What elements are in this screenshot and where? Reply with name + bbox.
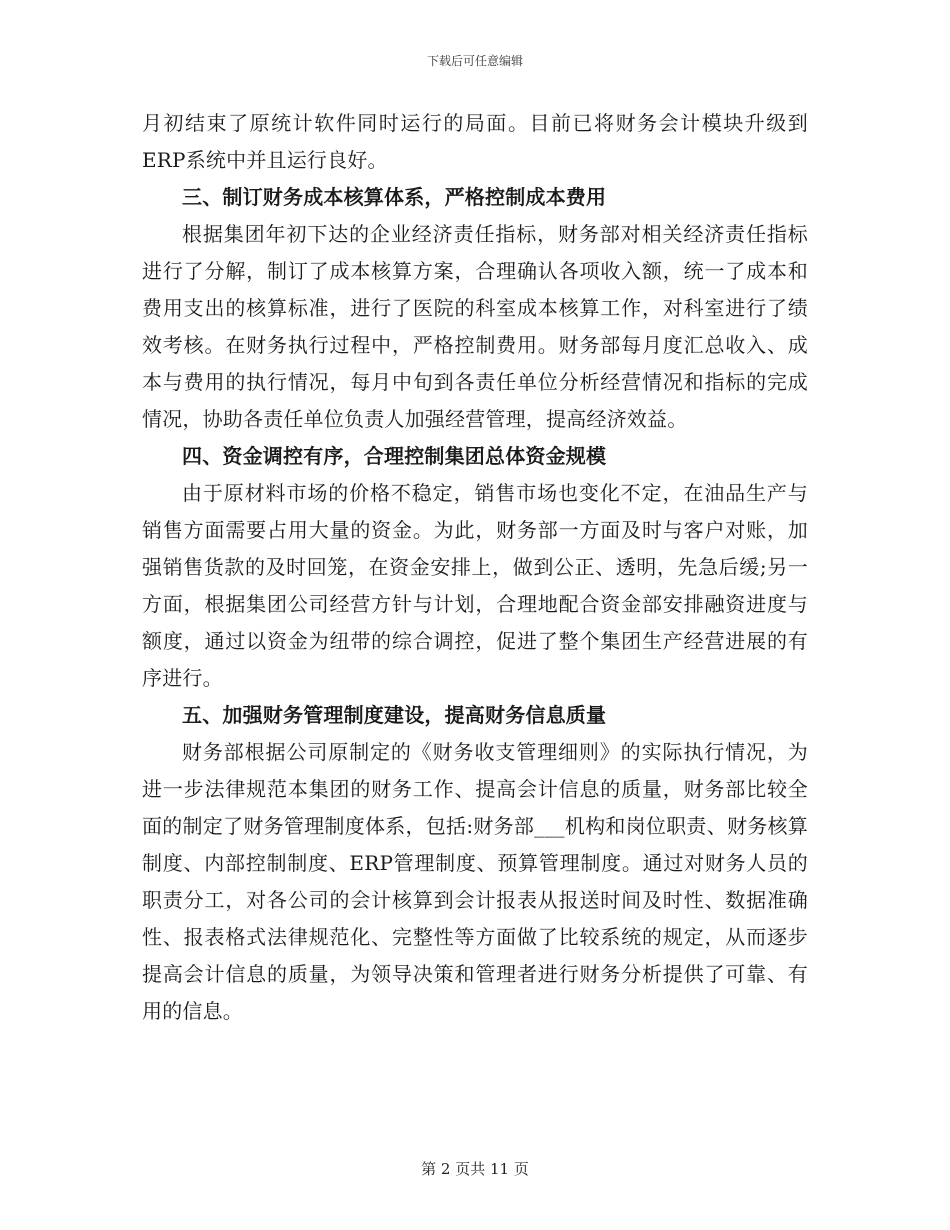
page-header: 下载后可任意编辑 xyxy=(426,54,523,68)
page-number: 第 2 页共 11 页 xyxy=(421,1160,529,1178)
paragraph-section-5: 财务部根据公司原制定的《财务收支管理细则》的实际执行情况，为进一步法律规范本集团的财务工作、提高会计信息的质量，财务部比较全面的制定了财务管理制度体系，包括:财务部___机构和岗位职责、财务核算制度、内部控制制度、ERP管理制度、预算管理制度。通过对财务人员的职责分工，对各公司的会计核算到会计报表从报送时间及时性、数据准确性、报表格式法律规范化、完整性等方面做了比较系统的规定，从而逐步提高会计信息的质量，为领导决策和管理者进行财务分析提供了可靠、有用的信息。 xyxy=(142,740,808,1023)
section-heading-3: 三、制订财务成本核算体系，严格控制成本费用 xyxy=(182,185,607,209)
paragraph-continued: 月初结束了原统计软件同时运行的局面。目前已将财务会计模块升级到ERP系统中并且运行良好。 xyxy=(142,111,808,172)
section-heading-4: 四、资金调控有序，合理控制集团总体资金规模 xyxy=(182,444,607,468)
section-heading-5: 五、加强财务管理制度建设，提高财务信息质量 xyxy=(182,703,607,727)
paragraph-section-4: 由于原材料市场的价格不稳定，销售市场也变化不定，在油品生产与销售方面需要占用大量的资金。为此，财务部一方面及时与客户对账，加强销售货款的及时回笼，在资金安排上，做到公正、透明，先急后缓;另一方面，根据集团公司经营方针与计划，合理地配合资金部安排融资进度与额度，通过以资金为纽带的综合调控，促进了整个集团生产经营进展的有序进行。 xyxy=(142,481,808,690)
paragraph-section-3: 根据集团年初下达的企业经济责任指标，财务部对相关经济责任指标进行了分解，制订了成本核算方案，合理确认各项收入额，统一了成本和费用支出的核算标准，进行了医院的科室成本核算工作，对科室进行了绩效考核。在财务执行过程中，严格控制费用。财务部每月度汇总收入、成本与费用的执行情况，每月中旬到各责任单位分析经营情况和指标的完成情况，协助各责任单位负责人加强经营管理，提高经济效益。 xyxy=(142,222,808,431)
document-body xyxy=(142,105,808,1030)
